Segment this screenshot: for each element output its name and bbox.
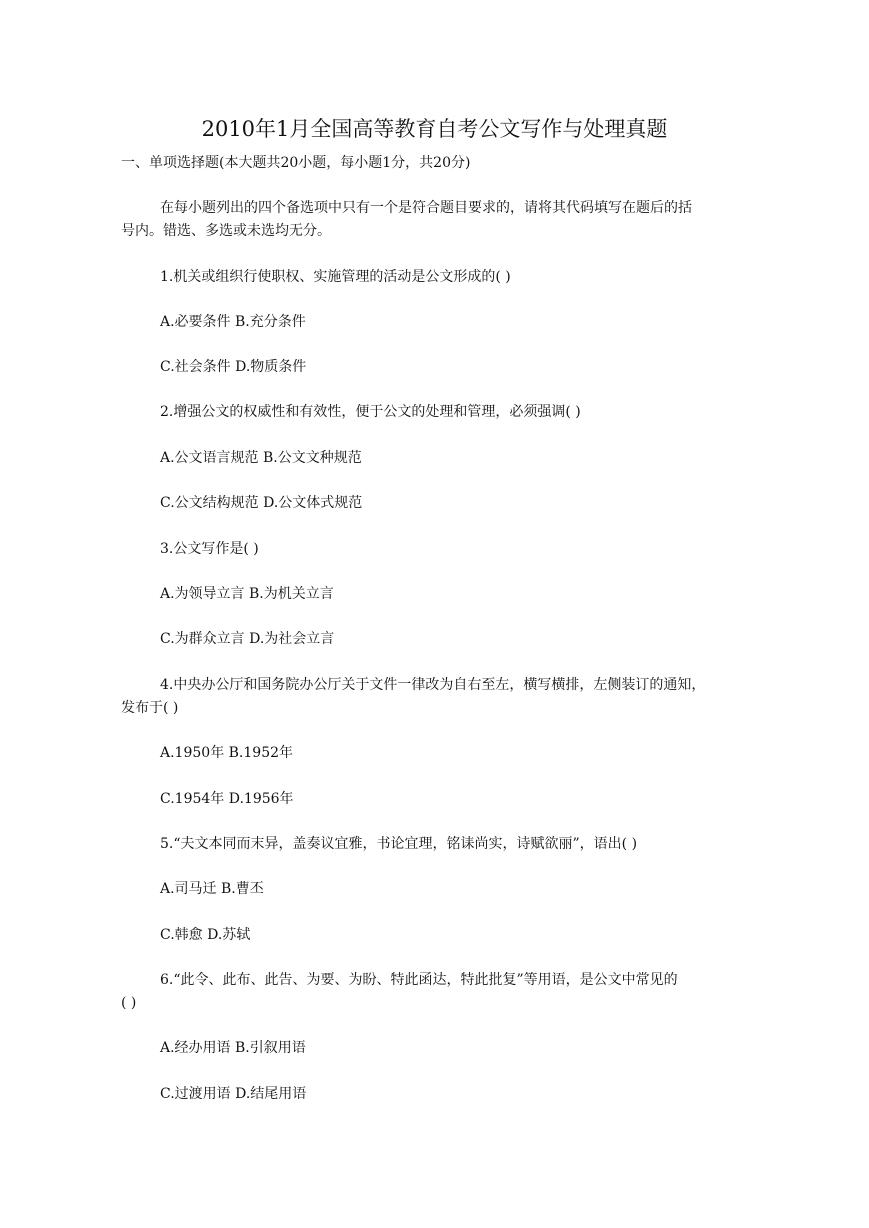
question-1-stem: 1.机关或组织行使职权、实施管理的活动是公文形成的( ) — [160, 269, 511, 285]
question-6-options-cd: C.过渡用语 D.结尾用语 — [160, 1086, 307, 1102]
question-3-options-cd: C.为群众立言 D.为社会立言 — [160, 631, 335, 647]
question-5-options-cd: C.韩愈 D.苏轼 — [160, 927, 251, 943]
question-4-options-cd: C.1954年 D.1956年 — [160, 791, 294, 807]
question-5-stem: 5.“夫文本同而末异，盖奏议宜雅，书论宜理，铭诔尚实，诗赋欲丽”，语出( ) — [160, 836, 638, 852]
page-title: 2010年1月全国高等教育自考公文写作与处理真题 — [201, 117, 668, 141]
question-6-stem: 6.“此令、此布、此告、为要、为盼、特此函达，特此批复”等用语，是公文中常见的 — [160, 972, 678, 988]
section-heading: 一、单项选择题(本大题共20小题，每小题1分，共20分) — [121, 155, 471, 171]
question-6-stem-continued: ( ) — [121, 995, 137, 1011]
question-6-options-ab: A.经办用语 B.引叙用语 — [160, 1040, 306, 1056]
question-4-stem: 4.中央办公厅和国务院办公厅关于文件一律改为自右至左，横写横排，左侧装订的通知， — [160, 677, 706, 693]
question-4-stem-continued: 发布于( ) — [121, 700, 179, 716]
instructions-line-1: 在每小题列出的四个备选项中只有一个是符合题目要求的，请将其代码填写在题后的括 — [160, 200, 692, 216]
question-2-options-cd: C.公文结构规范 D.公文体式规范 — [160, 495, 363, 511]
question-3-options-ab: A.为领导立言 B.为机关立言 — [160, 586, 334, 602]
question-4-options-ab: A.1950年 B.1952年 — [160, 745, 294, 761]
instructions-line-2: 号内。错选、多选或未选均无分。 — [121, 223, 331, 239]
question-2-stem: 2.增强公文的权威性和有效性，便于公文的处理和管理，必须强调( ) — [160, 404, 581, 420]
question-3-stem: 3.公文写作是( ) — [160, 541, 259, 557]
question-5-options-ab: A.司马迁 B.曹丕 — [160, 881, 264, 897]
question-1-options-cd: C.社会条件 D.物质条件 — [160, 359, 307, 375]
question-1-options-ab: A.必要条件 B.充分条件 — [160, 314, 306, 330]
question-2-options-ab: A.公文语言规范 B.公文文种规范 — [160, 450, 362, 466]
